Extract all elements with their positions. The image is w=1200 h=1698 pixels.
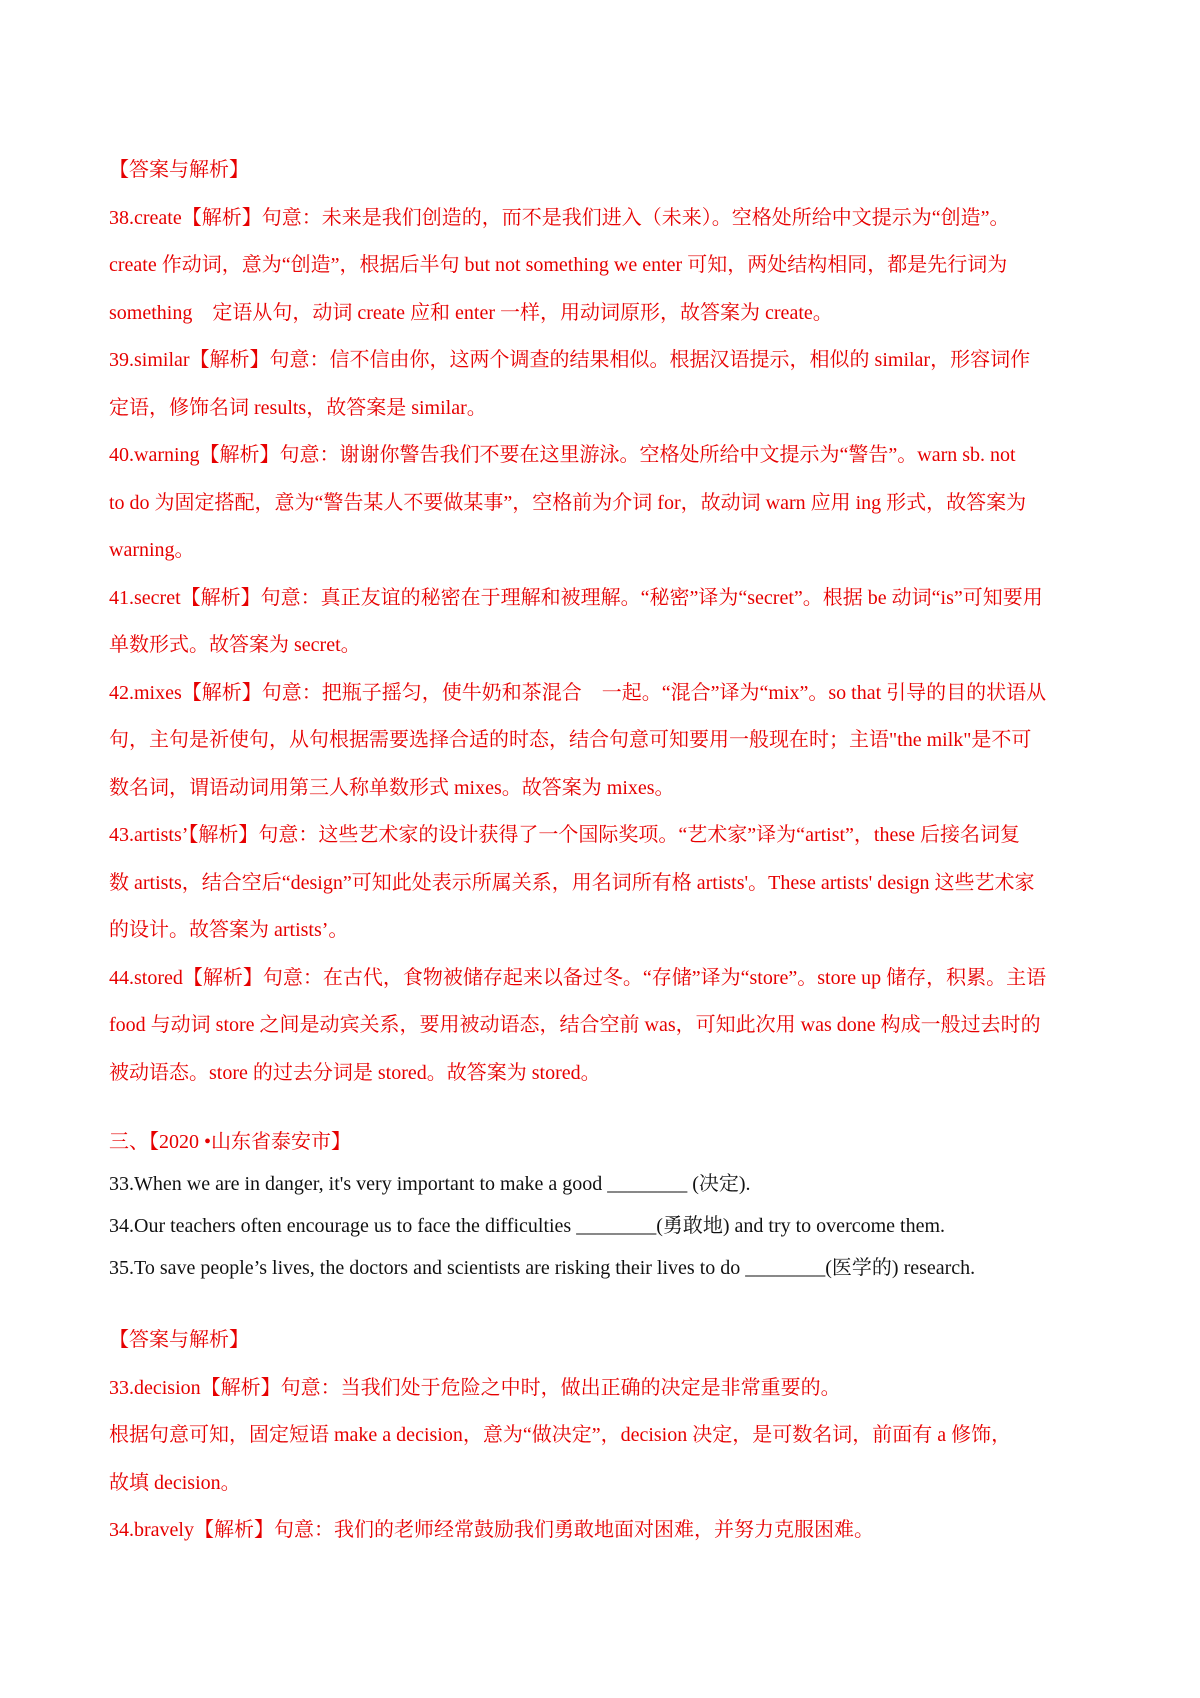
answer-line: 42.mixes【解析】句意：把瓶子摇匀，使牛奶和茶混合 一起。“混合”译为“mix”。so that 引导的目的状语从 bbox=[109, 681, 1047, 704]
answer-line: 故填 decision。 bbox=[109, 1471, 241, 1494]
answer-line: 数 artists，结合空后“design”可知此处表示所属关系，用名词所有格 artists'。These artists' design 这些艺术家 bbox=[109, 871, 1035, 894]
answer-line: warning。 bbox=[109, 539, 195, 561]
answer-line: to do 为固定搭配，意为“警告某人不要做某事”，空格前为介词 for，故动词 warn 应用 ing 形式，故答案为 bbox=[109, 491, 1027, 514]
answer-line: 39.similar【解析】句意：信不信由你，这两个调查的结果相似。根据汉语提示，相似的 similar，形容词作 bbox=[109, 349, 1031, 371]
answer-line: 40.warning【解析】句意：谢谢你警告我们不要在这里游泳。空格处所给中文提示为“警告”。warn sb. not bbox=[109, 444, 1016, 466]
answer-line: 33.decision【解析】句意：当我们处于危险之中时，做出正确的决定是非常重要的。 bbox=[109, 1376, 841, 1399]
answer-line: 41.secret【解析】句意：真正友谊的秘密在于理解和被理解。“秘密”译为“secret”。根据 be 动词“is”可知要用 bbox=[109, 586, 1043, 609]
document-content bbox=[109, 147, 1101, 1555]
question-item: 33.When we are in danger, it's very important to make a good ________ (决定). bbox=[109, 1173, 751, 1195]
question-item: 34.Our teachers often encourage us to face the difficulties ________(勇敢地) and try to overcome them. bbox=[109, 1215, 946, 1237]
question-item: 35.To save people’s lives, the doctors and scientists are risking their lives to do ________(医学的) research. bbox=[109, 1257, 976, 1279]
answer-line: 34.bravely【解析】句意：我们的老师经常鼓励我们勇敢地面对困难，并努力克服困难。 bbox=[109, 1519, 874, 1541]
answer-header-2: 【答案与解析】 bbox=[109, 1329, 249, 1351]
answer-line: something 定语从句，动词 create 应和 enter 一样，用动词原形，故答案为 create。 bbox=[109, 301, 833, 324]
answer-line: 句，主句是祈使句，从句根据需要选择合适的时态，结合句意可知要用一般现在时；主语"the milk"是不可 bbox=[109, 729, 1032, 751]
answer-line: create 作动词，意为“创造”，根据后半句 but not something we enter 可知，两处结构相同，都是先行词为 bbox=[109, 254, 1008, 276]
answer-line: 44.stored【解析】句意：在古代，食物被储存起来以备过冬。“存储”译为“store”。store up 储存，积累。主语 bbox=[109, 966, 1047, 989]
answer-line: 数名词，谓语动词用第三人称单数形式 mixes。故答案为 mixes。 bbox=[109, 776, 675, 799]
answer-line: 定语，修饰名词 results，故答案是 similar。 bbox=[109, 396, 487, 419]
answer-line: food 与动词 store 之间是动宾关系，要用被动语态，结合空前 was，可知此次用 was done 构成一般过去时的 bbox=[109, 1014, 1041, 1036]
answer-header-1: 【答案与解析】 bbox=[109, 159, 249, 181]
answer-line: 根据句意可知，固定短语 make a decision，意为“做决定”，decision 决定，是可数名词，前面有 a 修饰， bbox=[109, 1424, 1012, 1446]
answer-line: 43.artists’【解析】句意：这些艺术家的设计获得了一个国际奖项。“艺术家”译为“artist”，these 后接名词复 bbox=[109, 824, 1021, 846]
section-title: 三、【2020 •山东省泰安市】 bbox=[109, 1131, 352, 1153]
answer-line: 被动语态。store 的过去分词是 stored。故答案为 stored。 bbox=[109, 1061, 601, 1084]
answer-line: 的设计。故答案为 artists’。 bbox=[109, 919, 349, 941]
spacer bbox=[109, 1097, 1101, 1121]
answer-line: 单数形式。故答案为 secret。 bbox=[109, 634, 361, 656]
spacer bbox=[109, 1289, 1101, 1317]
answer-line: 38.create【解析】句意：未来是我们创造的，而不是我们进入（未来）。空格处所给中文提示为“创造”。 bbox=[109, 206, 1010, 229]
